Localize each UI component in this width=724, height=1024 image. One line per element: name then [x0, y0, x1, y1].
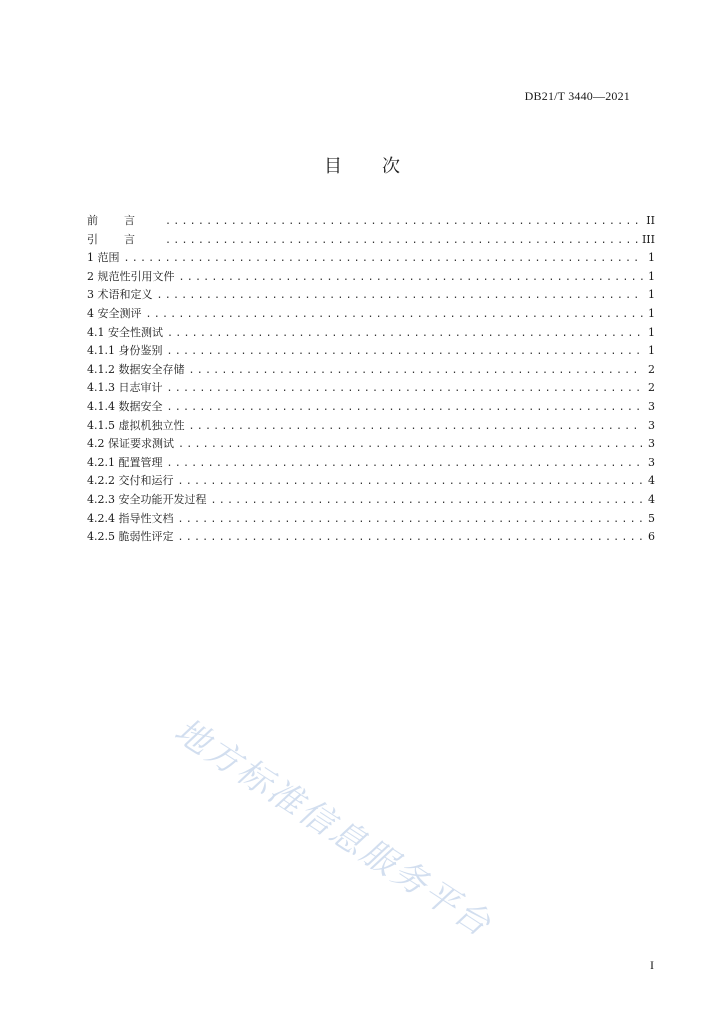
document-code: DB21/T 3440—2021: [524, 89, 630, 103]
toc-entry[interactable]: [87, 398, 655, 417]
toc-entry-label: 2 规范性引用文件: [87, 269, 175, 283]
toc-entry-label: 4.2.4 指导性文档: [87, 511, 174, 525]
toc-entry[interactable]: [87, 417, 655, 436]
toc-entry[interactable]: [87, 268, 655, 287]
toc-entry[interactable]: [87, 305, 655, 324]
dot-leader: [178, 529, 644, 548]
toc-entry-page: 1: [648, 288, 655, 302]
toc-entry-label: 4.1.5 虚拟机独立性: [87, 418, 185, 432]
toc-entry-page: III: [641, 232, 655, 246]
toc-entry-label: 4.2.3 安全功能开发过程: [87, 492, 207, 506]
dot-leader: [157, 287, 644, 306]
toc-entry-label: 4 安全测评: [87, 306, 142, 320]
dot-leader: [165, 213, 642, 232]
toc-entry-label: 前言: [87, 214, 161, 227]
toc-entry-label: 4.2 保证要求测试: [87, 437, 174, 451]
toc-entry[interactable]: [87, 472, 655, 491]
toc-entry-page: 3: [648, 399, 655, 413]
toc-entry-page: 1: [648, 269, 655, 283]
dot-leader: [167, 455, 644, 474]
toc-entry-page: 1: [648, 306, 655, 320]
dot-leader: [189, 362, 644, 381]
watermark: 地方标准信息服务平台: [167, 710, 500, 946]
toc-entry-page: 1: [648, 251, 655, 265]
toc-entry-label: 4.1.2 数据安全存储: [87, 362, 185, 376]
table-of-contents: [87, 212, 655, 547]
toc-entry-page: 1: [648, 344, 655, 358]
toc-entry-page: 2: [648, 381, 655, 395]
toc-entry-label: 1 范围: [87, 251, 120, 265]
toc-entry-page: II: [646, 214, 655, 227]
toc-entry[interactable]: [87, 491, 655, 510]
toc-entry-page: 3: [648, 418, 655, 432]
dot-leader: [178, 511, 644, 530]
toc-entry-page: 6: [648, 530, 655, 544]
dot-leader: [124, 250, 644, 269]
toc-entry-page: 2: [648, 362, 655, 376]
toc-entry-label: 4.1.4 数据安全: [87, 399, 163, 413]
toc-entry-label: 4.2.1 配置管理: [87, 455, 163, 469]
toc-entry[interactable]: [87, 435, 655, 454]
toc-entry-label: 4.1.3 日志审计: [87, 381, 163, 395]
toc-entry-label: 4.1 安全性测试: [87, 325, 163, 339]
toc-entry[interactable]: [87, 286, 655, 305]
toc-entry-page: 5: [648, 511, 655, 525]
toc-entry-label: 4.1.1 身份鉴别: [87, 344, 163, 358]
toc-entry[interactable]: [87, 454, 655, 473]
toc-entry[interactable]: [87, 379, 655, 398]
toc-entry-page: 3: [648, 455, 655, 469]
dot-leader: [165, 232, 638, 251]
toc-entry-page: 4: [648, 492, 655, 506]
toc-entry-preface[interactable]: [87, 212, 655, 231]
dot-leader: [189, 418, 644, 437]
toc-entry[interactable]: [87, 342, 655, 361]
toc-entry-page: 4: [648, 474, 655, 488]
dot-leader: [167, 380, 644, 399]
toc-entry[interactable]: [87, 361, 655, 380]
toc-entry-label: 3 术语和定义: [87, 288, 153, 302]
toc-title: 目次: [324, 156, 440, 177]
dot-leader: [167, 399, 644, 418]
toc-entry[interactable]: [87, 249, 655, 268]
dot-leader: [179, 269, 644, 288]
toc-entry-page: 3: [648, 437, 655, 451]
toc-entry[interactable]: [87, 324, 655, 343]
toc-entry[interactable]: [87, 510, 655, 529]
toc-entry-page: 1: [648, 325, 655, 339]
toc-entry-label: 引言: [87, 232, 161, 246]
dot-leader: [178, 473, 644, 492]
toc-entry-label: 4.2.5 脆弱性评定: [87, 530, 174, 544]
dot-leader: [146, 306, 644, 325]
toc-entry-introduction[interactable]: [87, 231, 655, 250]
dot-leader: [167, 343, 644, 362]
dot-leader: [178, 436, 643, 455]
toc-entry-label: 4.2.2 交付和运行: [87, 474, 174, 488]
page-number: I: [650, 958, 654, 972]
toc-entry[interactable]: [87, 528, 655, 547]
dot-leader: [167, 325, 643, 344]
dot-leader: [211, 492, 644, 511]
